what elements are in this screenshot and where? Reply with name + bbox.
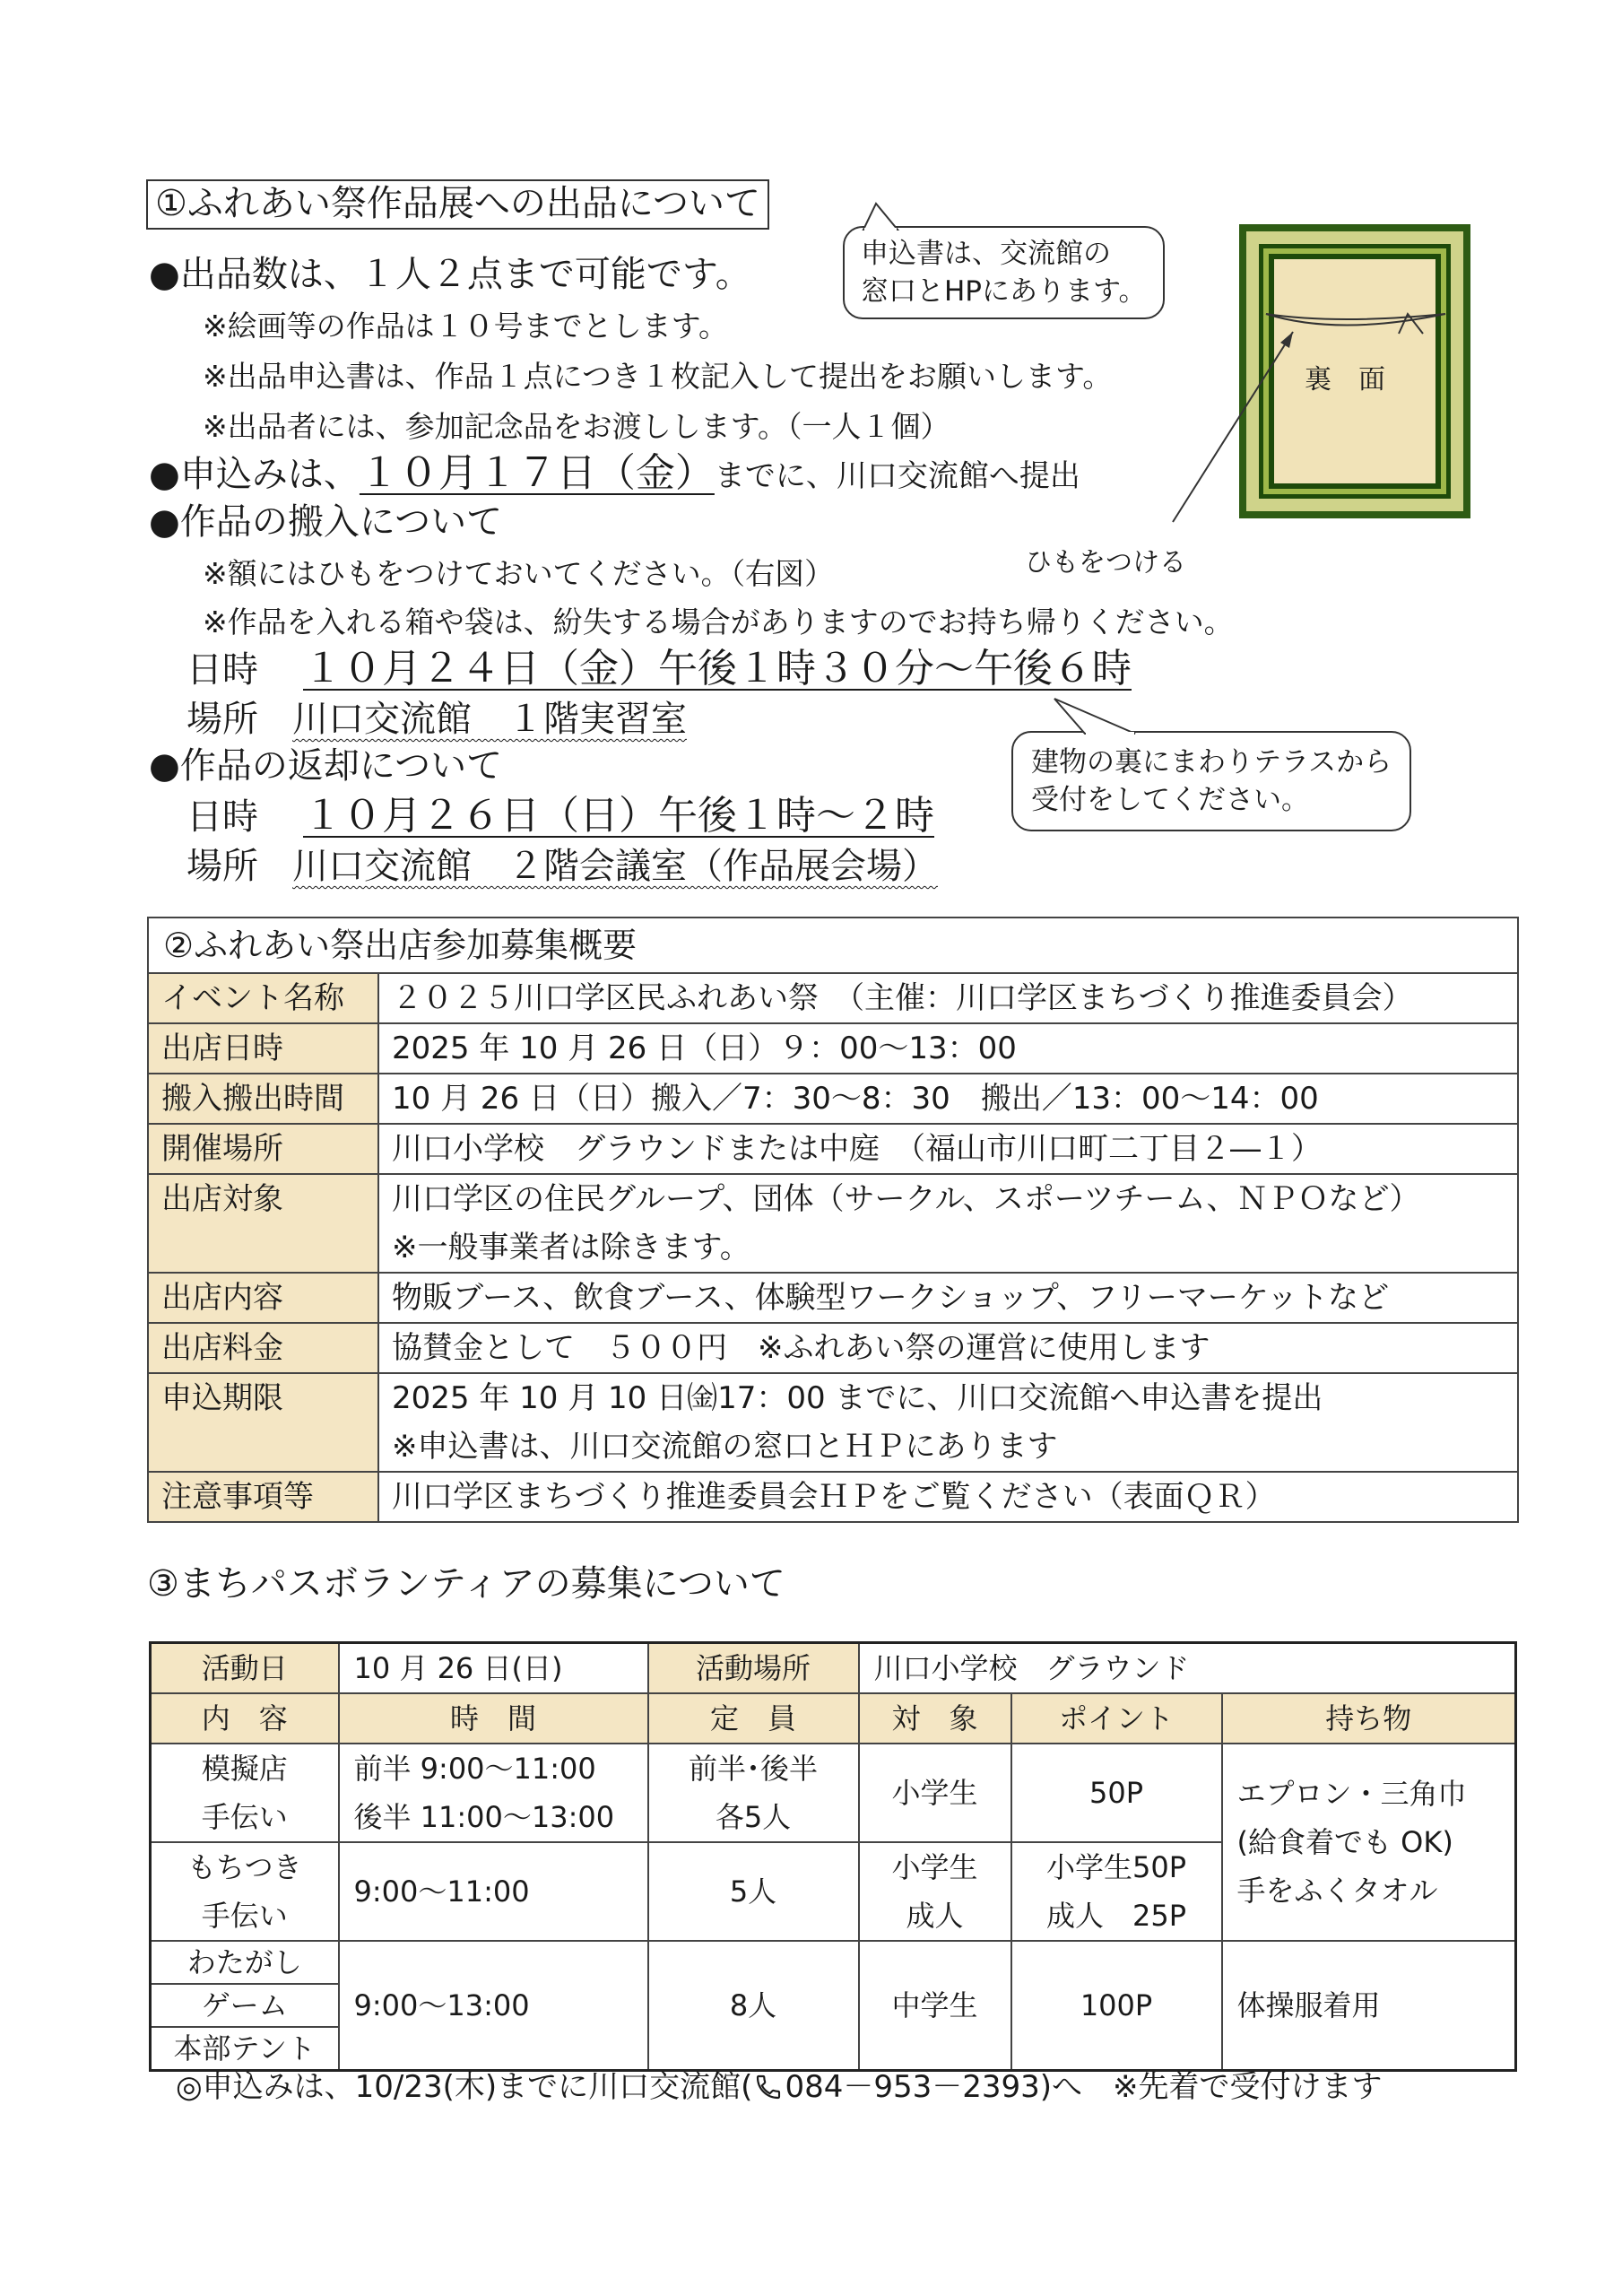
cell-line: 手伝い	[201, 1800, 288, 1834]
row-label: 出店内容	[148, 1273, 378, 1323]
capacity-cell: 5人	[648, 1842, 859, 1941]
delivery-date: １０月２４日（金）午後１時３０分～午後６時	[303, 646, 1132, 691]
row-value: 川口学区まちづくり推進委員会ＨＰをご覧ください（表面ＱＲ）	[378, 1472, 1518, 1522]
row-value	[378, 1174, 1518, 1273]
section3-title: ③まちパスボランティアの募集について	[147, 1563, 785, 1605]
col-header: ポイント	[1011, 1693, 1222, 1744]
table-row	[148, 1273, 1518, 1323]
bubble1-line2: 窓口とHPにあります。	[861, 275, 1147, 308]
cell-line: 小学生	[891, 1850, 978, 1884]
cell-line: 前半･後半	[688, 1752, 818, 1786]
bubble-form-location	[843, 226, 1165, 319]
cell-line: 成人	[906, 1899, 964, 1933]
table-row	[148, 973, 1518, 1023]
capacity-cell	[648, 1744, 859, 1842]
table-row	[148, 1472, 1518, 1522]
cell-line: (給食着でも OK)	[1236, 1825, 1453, 1859]
section3-table	[149, 1641, 1517, 2072]
row-value: 協賛金として ５００円 ※ふれあい祭の運営に使用します	[378, 1323, 1518, 1373]
point-cell: 50P	[1011, 1744, 1222, 1842]
row-value	[378, 1373, 1518, 1472]
note-form-per-work: ※出品申込書は、作品１点につき１枚記入して提出をお願いします。	[203, 359, 1113, 394]
cell-line: 後半 11:00～13:00	[353, 1800, 615, 1834]
bubble-terrace-entry	[1011, 731, 1411, 831]
bubble1-tail	[856, 202, 919, 230]
row-value: 川口小学校 グラウンドまたは中庭 （福山市川口町二丁目２―１）	[378, 1124, 1518, 1174]
row-label: イベント名称	[148, 973, 378, 1023]
content-cell	[151, 1842, 339, 1941]
table-row	[148, 1174, 1518, 1273]
bullet-return: ●作品の返却について	[149, 745, 503, 787]
table-row	[148, 1074, 1518, 1124]
return-place-row	[186, 845, 938, 888]
time-cell	[339, 1744, 648, 1842]
return-date: １０月２６日（日）午後１時～２時	[303, 793, 934, 839]
row-label: 搬入搬出時間	[148, 1074, 378, 1124]
items-cell: 体操服着用	[1222, 1941, 1516, 2071]
cell-line: 手伝い	[201, 1899, 288, 1933]
pointer-arrow	[1166, 323, 1309, 529]
bullet-deadline	[149, 452, 1080, 498]
return-date-row	[186, 795, 934, 839]
place-label: 活動場所	[648, 1643, 859, 1694]
table-row	[151, 1744, 1516, 1842]
cell-line: もちつき	[186, 1850, 302, 1884]
delivery-date-label: 日時	[186, 649, 258, 691]
row-line: 2025 年 10 月 10 日㈮17：00 までに、川口交流館へ申込書を提出	[392, 1380, 1323, 1416]
col-header: 持ち物	[1222, 1693, 1516, 1744]
content-cell	[151, 1744, 339, 1842]
col-header: 時 間	[339, 1693, 648, 1744]
row-line: ※一般事業者は除きます。	[392, 1230, 750, 1265]
cell-line: ゲーム	[152, 1985, 338, 2028]
section2-table	[147, 917, 1519, 1523]
bubble2-tail	[1049, 695, 1148, 735]
footer-prefix: ◎申込みは、10/23(木)までに川口交流館(	[176, 2069, 753, 2105]
note-string: ※額にはひもをつけておいてください。（右図）	[203, 556, 835, 591]
section1-title: ①ふれあい祭作品展への出品について	[146, 179, 769, 230]
time-cell: 9:00～13:00	[339, 1941, 648, 2071]
row-label: 出店対象	[148, 1174, 378, 1273]
table-row	[148, 1373, 1518, 1472]
footer-phone: 084－953－2393	[785, 2069, 1040, 2105]
table-row	[151, 1643, 1516, 1694]
row-label: 出店料金	[148, 1323, 378, 1373]
day-label: 活動日	[151, 1643, 339, 1694]
bullet-delivery: ●作品の搬入について	[149, 501, 503, 543]
deadline-suffix: までに、川口交流館へ提出	[714, 458, 1080, 494]
delivery-place-row	[186, 698, 687, 741]
return-date-label: 日時	[186, 796, 258, 838]
bullet-entry-count: ●出品数は、１人２点まで可能です。	[149, 254, 751, 295]
bubble1-line1: 申込書は、交流館の	[861, 238, 1111, 270]
point-cell: 100P	[1011, 1941, 1222, 2071]
table-row	[148, 1023, 1518, 1074]
target-cell: 小学生	[859, 1744, 1011, 1842]
items-cell	[1222, 1744, 1516, 1941]
time-cell: 9:00～11:00	[339, 1842, 648, 1941]
row-value: 物販ブース、飲食ブース、体験型ワークショップ、フリーマーケットなど	[378, 1273, 1518, 1323]
table-row	[148, 1323, 1518, 1373]
section2-title: ②ふれあい祭出店参加募集概要	[148, 918, 1518, 973]
table-header-row	[151, 1693, 1516, 1744]
capacity-cell: 8人	[648, 1941, 859, 2071]
cell-line: 各5人	[715, 1800, 792, 1834]
cell-line: エプロン・三角巾	[1236, 1777, 1467, 1811]
target-cell: 中学生	[859, 1941, 1011, 2071]
bubble2-line2: 受付をしてください。	[1031, 784, 1309, 816]
col-header: 対 象	[859, 1693, 1011, 1744]
row-value: 10 月 26 日（日）搬入／7：30～8：30 搬出／13：00～14：00	[378, 1074, 1518, 1124]
note-bags: ※作品を入れる箱や袋は、紛失する場合がありますのでお持ち帰りください。	[203, 604, 1234, 639]
content-cell	[151, 1941, 339, 2071]
bubble2-line1: 建物の裏にまわりテラスから	[1031, 746, 1392, 778]
day-value: 10 月 26 日(日)	[339, 1643, 648, 1694]
cell-line: 小学生50P	[1045, 1850, 1187, 1884]
cell-line: 手をふくタオル	[1236, 1874, 1438, 1908]
phone-icon	[752, 2073, 785, 2101]
frame-back-label: 裏 面	[1305, 364, 1385, 396]
row-line: 川口学区の住民グループ、団体（サークル、スポーツチーム、ＮＰＯなど）	[392, 1181, 1420, 1217]
row-label: 申込期限	[148, 1373, 378, 1472]
note-souvenir: ※出品者には、参加記念品をお渡しします。（一人１個）	[203, 409, 950, 444]
cell-line: 成人 25P	[1045, 1899, 1187, 1933]
cell-line: 本部テント	[173, 2031, 316, 2066]
delivery-date-row	[186, 648, 1132, 691]
row-value: ２０２５川口学区民ふれあい祭 （主催：川口学区まちづくり推進委員会）	[378, 973, 1518, 1023]
target-cell	[859, 1842, 1011, 1941]
row-label: 注意事項等	[148, 1472, 378, 1522]
place-value: 川口小学校 グラウンド	[859, 1643, 1516, 1694]
deadline-date: １０月１７日（金）	[359, 450, 715, 496]
deadline-prefix: ●申込みは、	[149, 454, 360, 495]
table-row	[148, 1124, 1518, 1174]
cell-line: わたがし	[152, 1942, 338, 1985]
cell-line: 前半 9:00～11:00	[353, 1752, 596, 1786]
string-label: ひもをつける	[1025, 547, 1186, 578]
footer-note	[176, 2067, 1383, 2107]
return-place: 川口交流館 ２階会議室（作品展会場）	[292, 846, 938, 887]
footer-suffix: )へ ※先着で受付けます	[1039, 2069, 1383, 2105]
row-label: 開催場所	[148, 1124, 378, 1174]
col-header: 内 容	[151, 1693, 339, 1744]
row-line: ※申込書は、川口交流館の窓口とＨＰにあります	[392, 1429, 1058, 1465]
row-label: 出店日時	[148, 1023, 378, 1074]
cell-line: 模擬店	[201, 1752, 288, 1786]
col-header: 定 員	[648, 1693, 859, 1744]
return-place-label: 場所	[186, 846, 258, 887]
point-cell	[1011, 1842, 1222, 1941]
delivery-place-label: 場所	[186, 699, 258, 740]
delivery-place: 川口交流館 １階実習室	[292, 699, 687, 740]
row-value: 2025 年 10 月 26 日（日）９：00～13：00	[378, 1023, 1518, 1074]
note-size-limit: ※絵画等の作品は１０号までとします。	[203, 309, 729, 344]
table-row	[151, 1941, 1516, 2071]
